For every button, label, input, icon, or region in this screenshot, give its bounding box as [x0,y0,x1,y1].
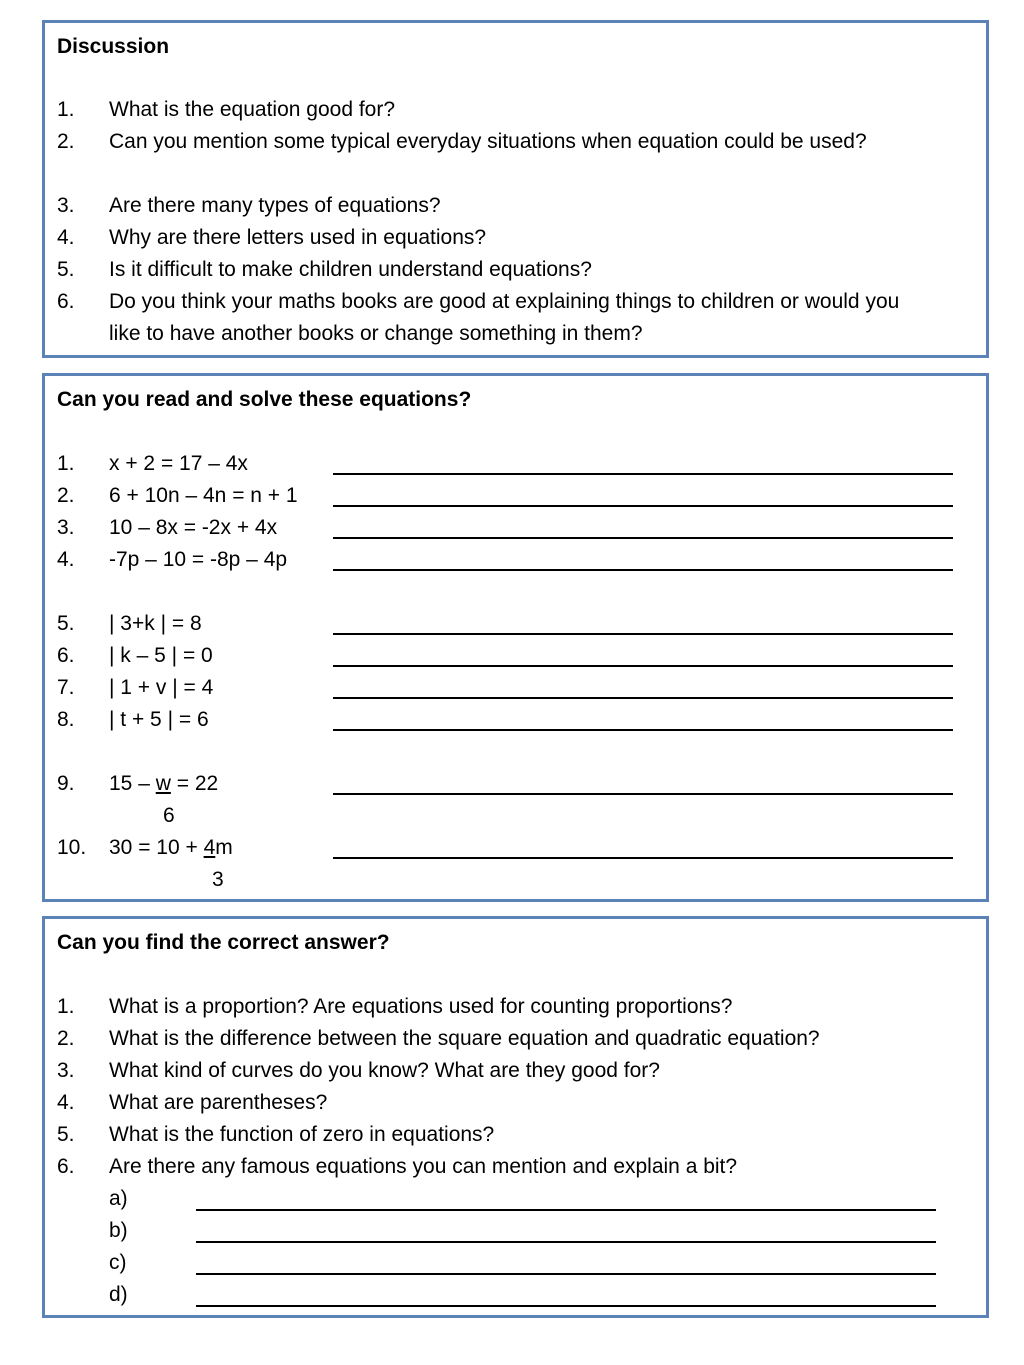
equation-text: | k – 5 | = 0 [109,644,213,667]
equation-text: 10 – 8x = -2x + 4x [109,516,278,539]
item-text: What is the function of zero in equations? [109,1123,495,1146]
item-number: 6. [57,644,75,667]
sub-item-label: b) [109,1219,128,1242]
sub-item-label: c) [109,1251,127,1274]
solve-title: Can you read and solve these equations? [57,388,472,411]
answer-line[interactable] [196,1241,936,1243]
answer-line[interactable] [196,1273,936,1275]
equation-text: -7p – 10 = -8p – 4p [109,548,288,571]
item-text: What is the difference between the square equation and quadratic equation? [109,1027,820,1050]
answer-line[interactable] [333,633,953,635]
answer-line[interactable] [333,537,953,539]
discussion-box [42,20,989,358]
item-number: 1. [57,452,75,475]
item-number: 9. [57,772,75,795]
fraction-denominator: 3 [212,868,224,891]
item-number: 3. [57,194,75,217]
item-text: What kind of curves do you know? What are they good for? [109,1059,660,1082]
answer-line[interactable] [333,473,953,475]
answer-line[interactable] [333,793,953,795]
item-number: 3. [57,516,75,539]
item-number: 8. [57,708,75,731]
item-number: 10. [57,836,87,859]
sub-item-label: a) [109,1187,128,1210]
item-text: Can you mention some typical everyday situations when equation could be used? [109,130,867,153]
equation-part: = 22 [170,772,219,795]
answer-line[interactable] [196,1209,936,1211]
fraction-numerator: w [155,772,171,795]
item-number: 3. [57,1059,75,1082]
item-text: Are there many types of equations? [109,194,441,217]
item-text: What is a proportion? Are equations used for counting proportions? [109,995,733,1018]
item-number: 4. [57,548,75,571]
item-number: 1. [57,98,75,121]
equation-text: | 1 + v | = 4 [109,676,214,699]
item-text: Are there any famous equations you can mention and explain a bit? [109,1155,738,1178]
item-text: Do you think your maths books are good at explaining things to children or would you like to have another books or change something in them? [109,290,900,345]
equation-part: m [215,836,233,859]
item-text: What are parentheses? [109,1091,328,1114]
item-number: 6. [57,290,75,313]
answer-line[interactable] [333,665,953,667]
item-text: What is the equation good for? [109,98,396,121]
equation-text [109,768,218,800]
answer-title: Can you find the correct answer? [57,931,390,954]
equation-text [109,832,233,864]
sub-item-label: d) [109,1283,128,1306]
equation-text: | t + 5 | = 6 [109,708,209,731]
item-number: 5. [57,1123,75,1146]
fraction-denominator: 6 [163,804,175,827]
item-number: 6. [57,1155,75,1178]
equation-part: 30 = 10 + [109,836,204,859]
equation-text: | 3+k | = 8 [109,612,202,635]
item-number: 2. [57,1027,75,1050]
fraction-numerator: 4 [203,836,216,859]
item-number: 2. [57,130,75,153]
item-number: 4. [57,226,75,249]
item-number: 5. [57,258,75,281]
item-number: 5. [57,612,75,635]
equation-text: 6 + 10n – 4n = n + 1 [109,484,298,507]
answer-line[interactable] [333,697,953,699]
answer-line[interactable] [333,505,953,507]
item-text: Why are there letters used in equations? [109,226,487,249]
equation-text: x + 2 = 17 – 4x [109,452,248,475]
solve-box [42,373,989,902]
answer-line[interactable] [333,569,953,571]
item-number: 2. [57,484,75,507]
answer-line[interactable] [333,729,953,731]
discussion-title: Discussion [57,35,170,58]
equation-part: 15 – [109,772,156,795]
item-text: Is it difficult to make children understand equations? [109,258,592,281]
answer-line[interactable] [196,1305,936,1307]
item-number: 1. [57,995,75,1018]
answer-line[interactable] [333,857,953,859]
answer-box [42,916,989,1318]
item-number: 4. [57,1091,75,1114]
item-number: 7. [57,676,75,699]
